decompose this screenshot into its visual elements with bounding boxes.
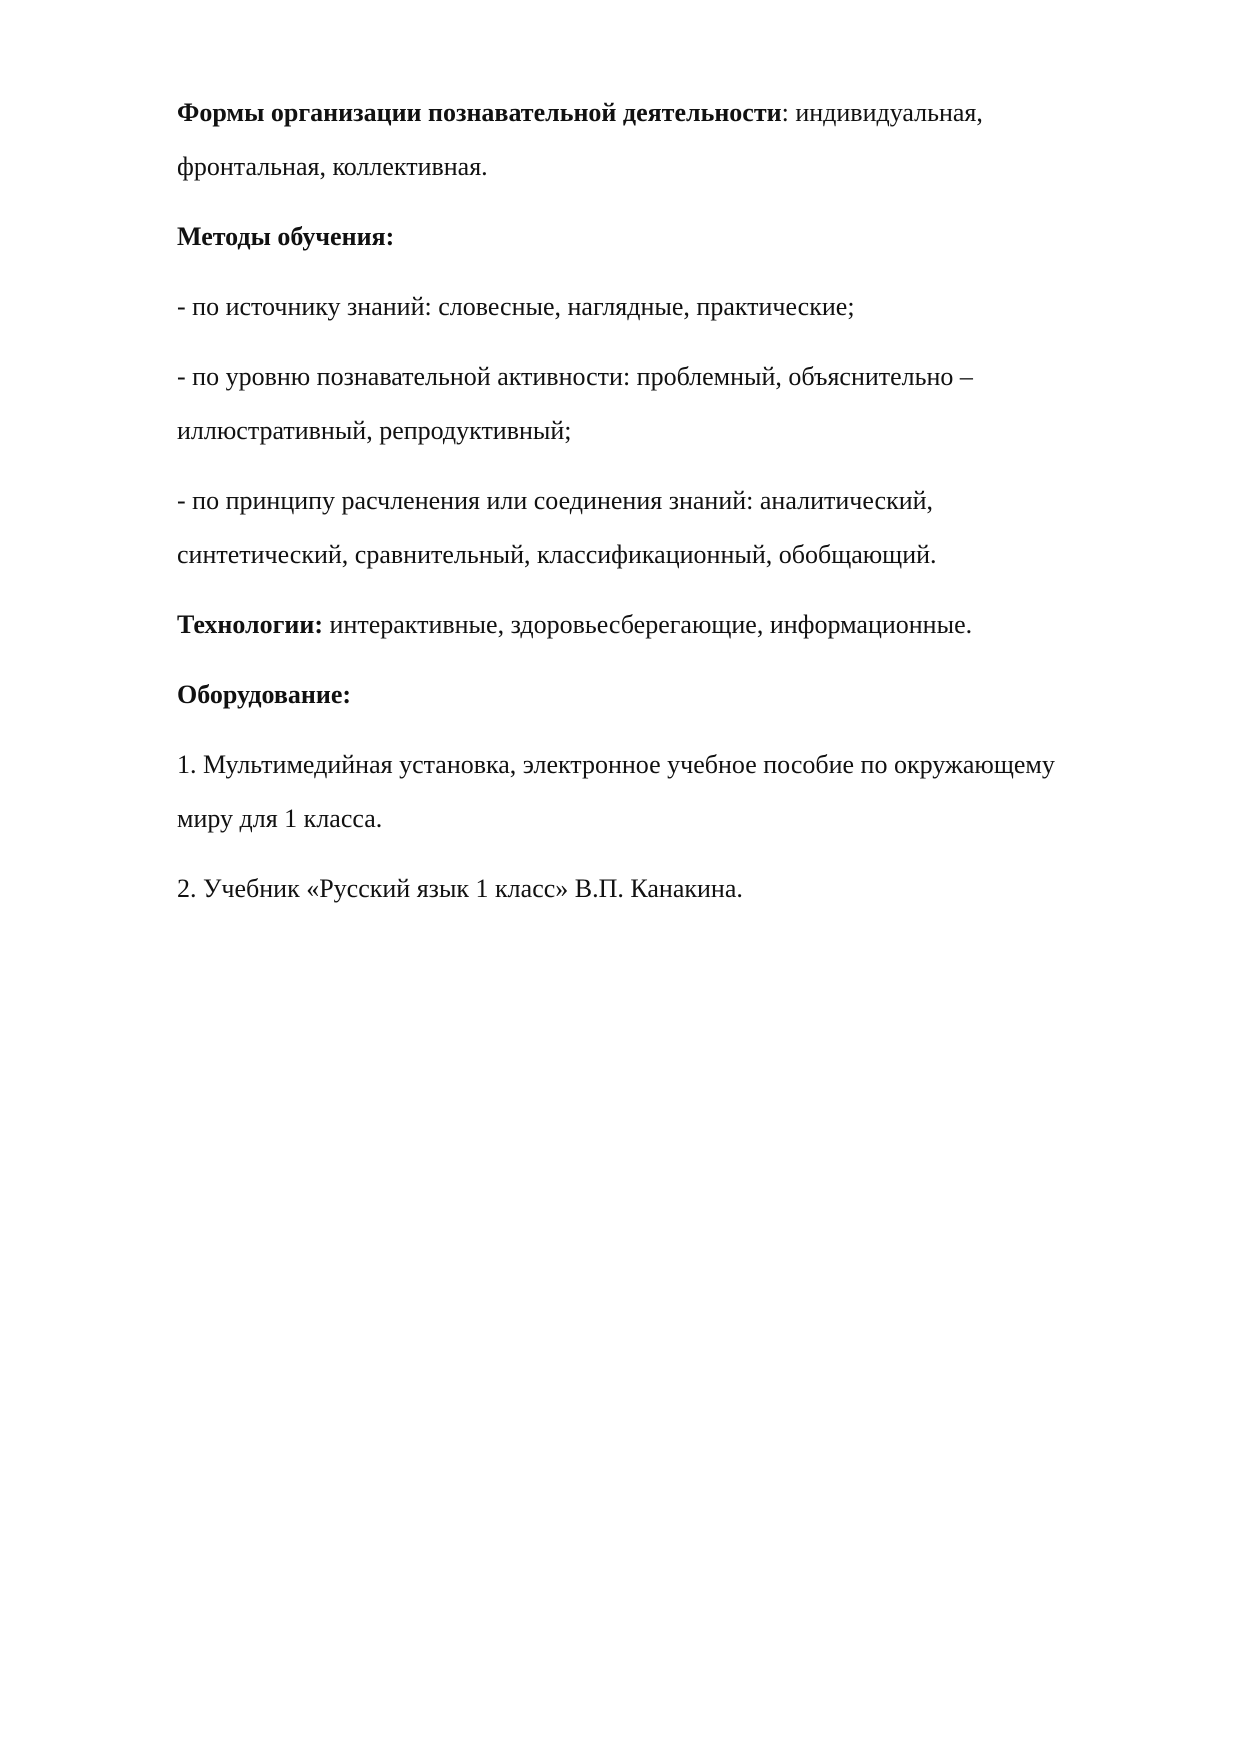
equipment-heading: Оборудование:	[177, 680, 352, 709]
methods-item-principle: - по принципу расчленения или соединения знаний: аналитический, синтетический, сравнительный, классификационный, обобщающий.	[177, 486, 937, 569]
methods-heading: Методы обучения:	[177, 222, 395, 251]
forms-label: Формы организации познавательной деятельности	[177, 98, 782, 127]
methods-item-source: - по источнику знаний: словесные, наглядные, практические;	[177, 292, 855, 321]
forms-paragraph	[177, 86, 1097, 194]
equipment-item-1: 1. Мультимедийная установка, электронное учебное пособие по окружающему миру для 1 класса.	[177, 750, 1055, 833]
technologies-text: интерактивные, здоровьесберегающие, информационные.	[323, 610, 973, 639]
equipment-item-2: 2. Учебник «Русский язык 1 класс» В.П. Канакина.	[177, 874, 743, 903]
technologies-paragraph	[177, 598, 1097, 652]
forms-text: : индивидуальная, фронтальная, коллективная.	[177, 98, 983, 181]
methods-item-activity: - по уровню познавательной активности: проблемный, объяснительно – иллюстративный, репродуктивный;	[177, 362, 973, 445]
technologies-label: Технологии:	[177, 610, 324, 639]
document-body	[177, 86, 1097, 932]
